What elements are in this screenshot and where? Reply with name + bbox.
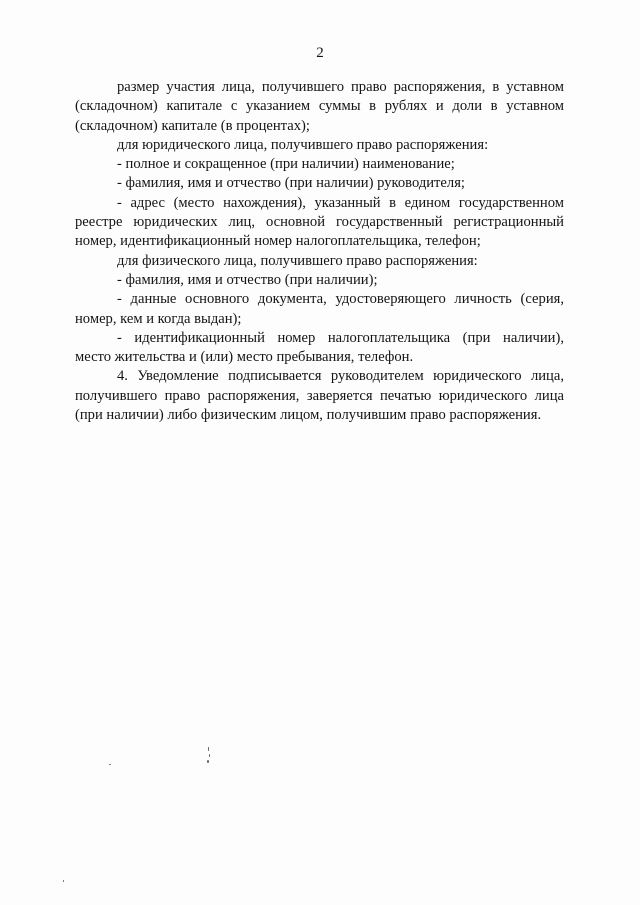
text-line: для физического лица, получившего право распоряжения:: [117, 252, 478, 269]
text-line: (при наличии) либо физическим лицом, получившим право распоряжения.: [75, 407, 542, 424]
text-line: - идентификационный номер налогоплательщика (при наличии),: [117, 329, 564, 346]
paragraph-item-4-signature: [75, 367, 564, 425]
page-number: 2: [316, 45, 324, 61]
document-body: [75, 78, 564, 425]
paragraph-legal-entity-heading: [75, 136, 564, 155]
scan-speck: [209, 754, 210, 757]
text-line: реестре юридических лиц, основной государственный регистрационный: [75, 214, 564, 231]
paragraph-individual-heading: [75, 252, 564, 271]
text-line: - полное и сокращенное (при наличии) наименование;: [117, 156, 455, 173]
scan-speck: [109, 764, 111, 765]
list-item-individual-name: [75, 271, 564, 290]
list-item-head-name: [75, 174, 564, 193]
text-line: 4. Уведомление подписывается руководителем юридического лица,: [117, 368, 564, 385]
list-item-legal-address: [75, 194, 564, 252]
text-line: (складочном) капитале (в процентах);: [75, 117, 310, 134]
text-line: размер участия лица, получившего право распоряжения, в уставном: [117, 79, 564, 95]
text-line: номер, идентификационный номер налогоплательщика, телефон;: [75, 233, 481, 250]
text-line: место жительства и (или) место пребывания, телефон.: [75, 349, 414, 366]
paragraph-participation-size: [75, 78, 564, 136]
list-item-full-name: [75, 155, 564, 174]
list-item-individual-tin: [75, 329, 564, 368]
text-line: получившего право распоряжения, заверяется печатью юридического лица: [75, 387, 564, 404]
text-line: номер, кем и когда выдан);: [75, 310, 242, 327]
text-line: (складочном) капитале с указанием суммы в рублях и доли в уставном: [75, 98, 564, 115]
text-line: - фамилия, имя и отчество (при наличии);: [117, 271, 378, 288]
text-line: - фамилия, имя и отчество (при наличии) руководителя;: [117, 175, 465, 192]
scan-speck: [207, 760, 209, 763]
list-item-identity-document: [75, 290, 564, 329]
text-line: - данные основного документа, удостоверяющего личность (серия,: [117, 291, 564, 308]
scan-speck: [63, 880, 64, 882]
text-line: для юридического лица, получившего право распоряжения:: [117, 136, 489, 153]
scan-speck: [208, 747, 209, 751]
text-line: - адрес (место нахождения), указанный в едином государственном: [117, 194, 564, 211]
